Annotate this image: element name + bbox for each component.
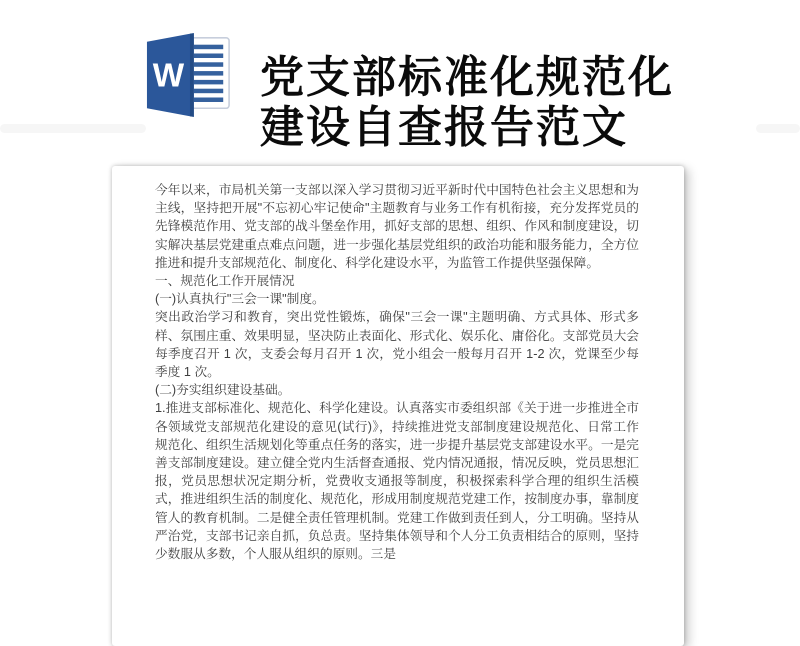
word-icon-cover bbox=[147, 33, 194, 117]
document-preview-page bbox=[112, 166, 684, 646]
word-icon-page bbox=[188, 38, 229, 108]
word-icon-letter: W bbox=[152, 57, 185, 95]
doc-heading-level2: (一)认真执行"三会一课"制度。 bbox=[155, 292, 325, 307]
doc-heading-level2: (二)夯实组织建设基础。 bbox=[155, 383, 291, 398]
doc-paragraph: 今年以来，市局机关第一支部以深入学习贯彻习近平新时代中国特色社会主义思想和为主线，坚持把开展"不忘初心牢记使命"主题教育与业务工作有机衔接，充分发挥党员的先锋模范作用、党支部的战斗堡垒作用，抓好支部的思想、组织、作风和制度建设，切实解决基层党建重点难点问题，进一步强化基层党组织的政治功能和服务能力，全方位推进和提升支部规范化、制度化、科学化建设水平，为监管工作提供坚强保障。 bbox=[155, 183, 639, 270]
document-header bbox=[0, 0, 800, 153]
edge-fragment-left bbox=[0, 124, 146, 133]
page-title bbox=[260, 53, 674, 153]
page-title-line2: 建设自查报告范文 bbox=[260, 103, 628, 153]
doc-paragraph: 突出政治学习和教育，突出党性锻炼，确保"三会一课"主题明确、方式具体、形式多样、氛围庄重、效果明显，坚决防止表面化、形式化、娱乐化、庸俗化。支部党员大会每季度召开 1 次，支委会每月召开 1 次，党小组会一般每月召开 1-2 次，党课至少每季度 1 次。 bbox=[155, 310, 639, 380]
doc-heading-level1: 一、规范化工作开展情况 bbox=[155, 274, 295, 289]
word-icon bbox=[145, 30, 233, 120]
doc-paragraph: 1.推进支部标准化、规范化、科学化建设。认真落实市委组织部《关于进一步推进全市各领域党支部规范化建设的意见(试行)》，持续推进党支部制度建设规范化、日常工作规范化、组织生活规划化等重点任务的落实，进一步提升基层党支部建设水平。一是完善支部制度建设。建立健全党内生活督查通报、党内情况通报，情况反映，党员思想汇报，党员思想状况定期分析，党费收支通报等制度，积极探索科学合理的组织生活模式，推进组织生活的制度化、规范化，形成用制度规范党建工作，按制度办事，靠制度管人的教育机制。二是健全责任管理机制。党建工作做到责任到人，分工明确。坚持从严治党，支部书记亲自抓，负总责。坚持集体领导和个人分工负责相结合的原则，坚持少数服从多数，个人服从组织的原则。三是 bbox=[155, 401, 639, 562]
page-title-line1: 党支部标准化规范化 bbox=[260, 53, 674, 103]
edge-fragment-right bbox=[756, 124, 800, 133]
